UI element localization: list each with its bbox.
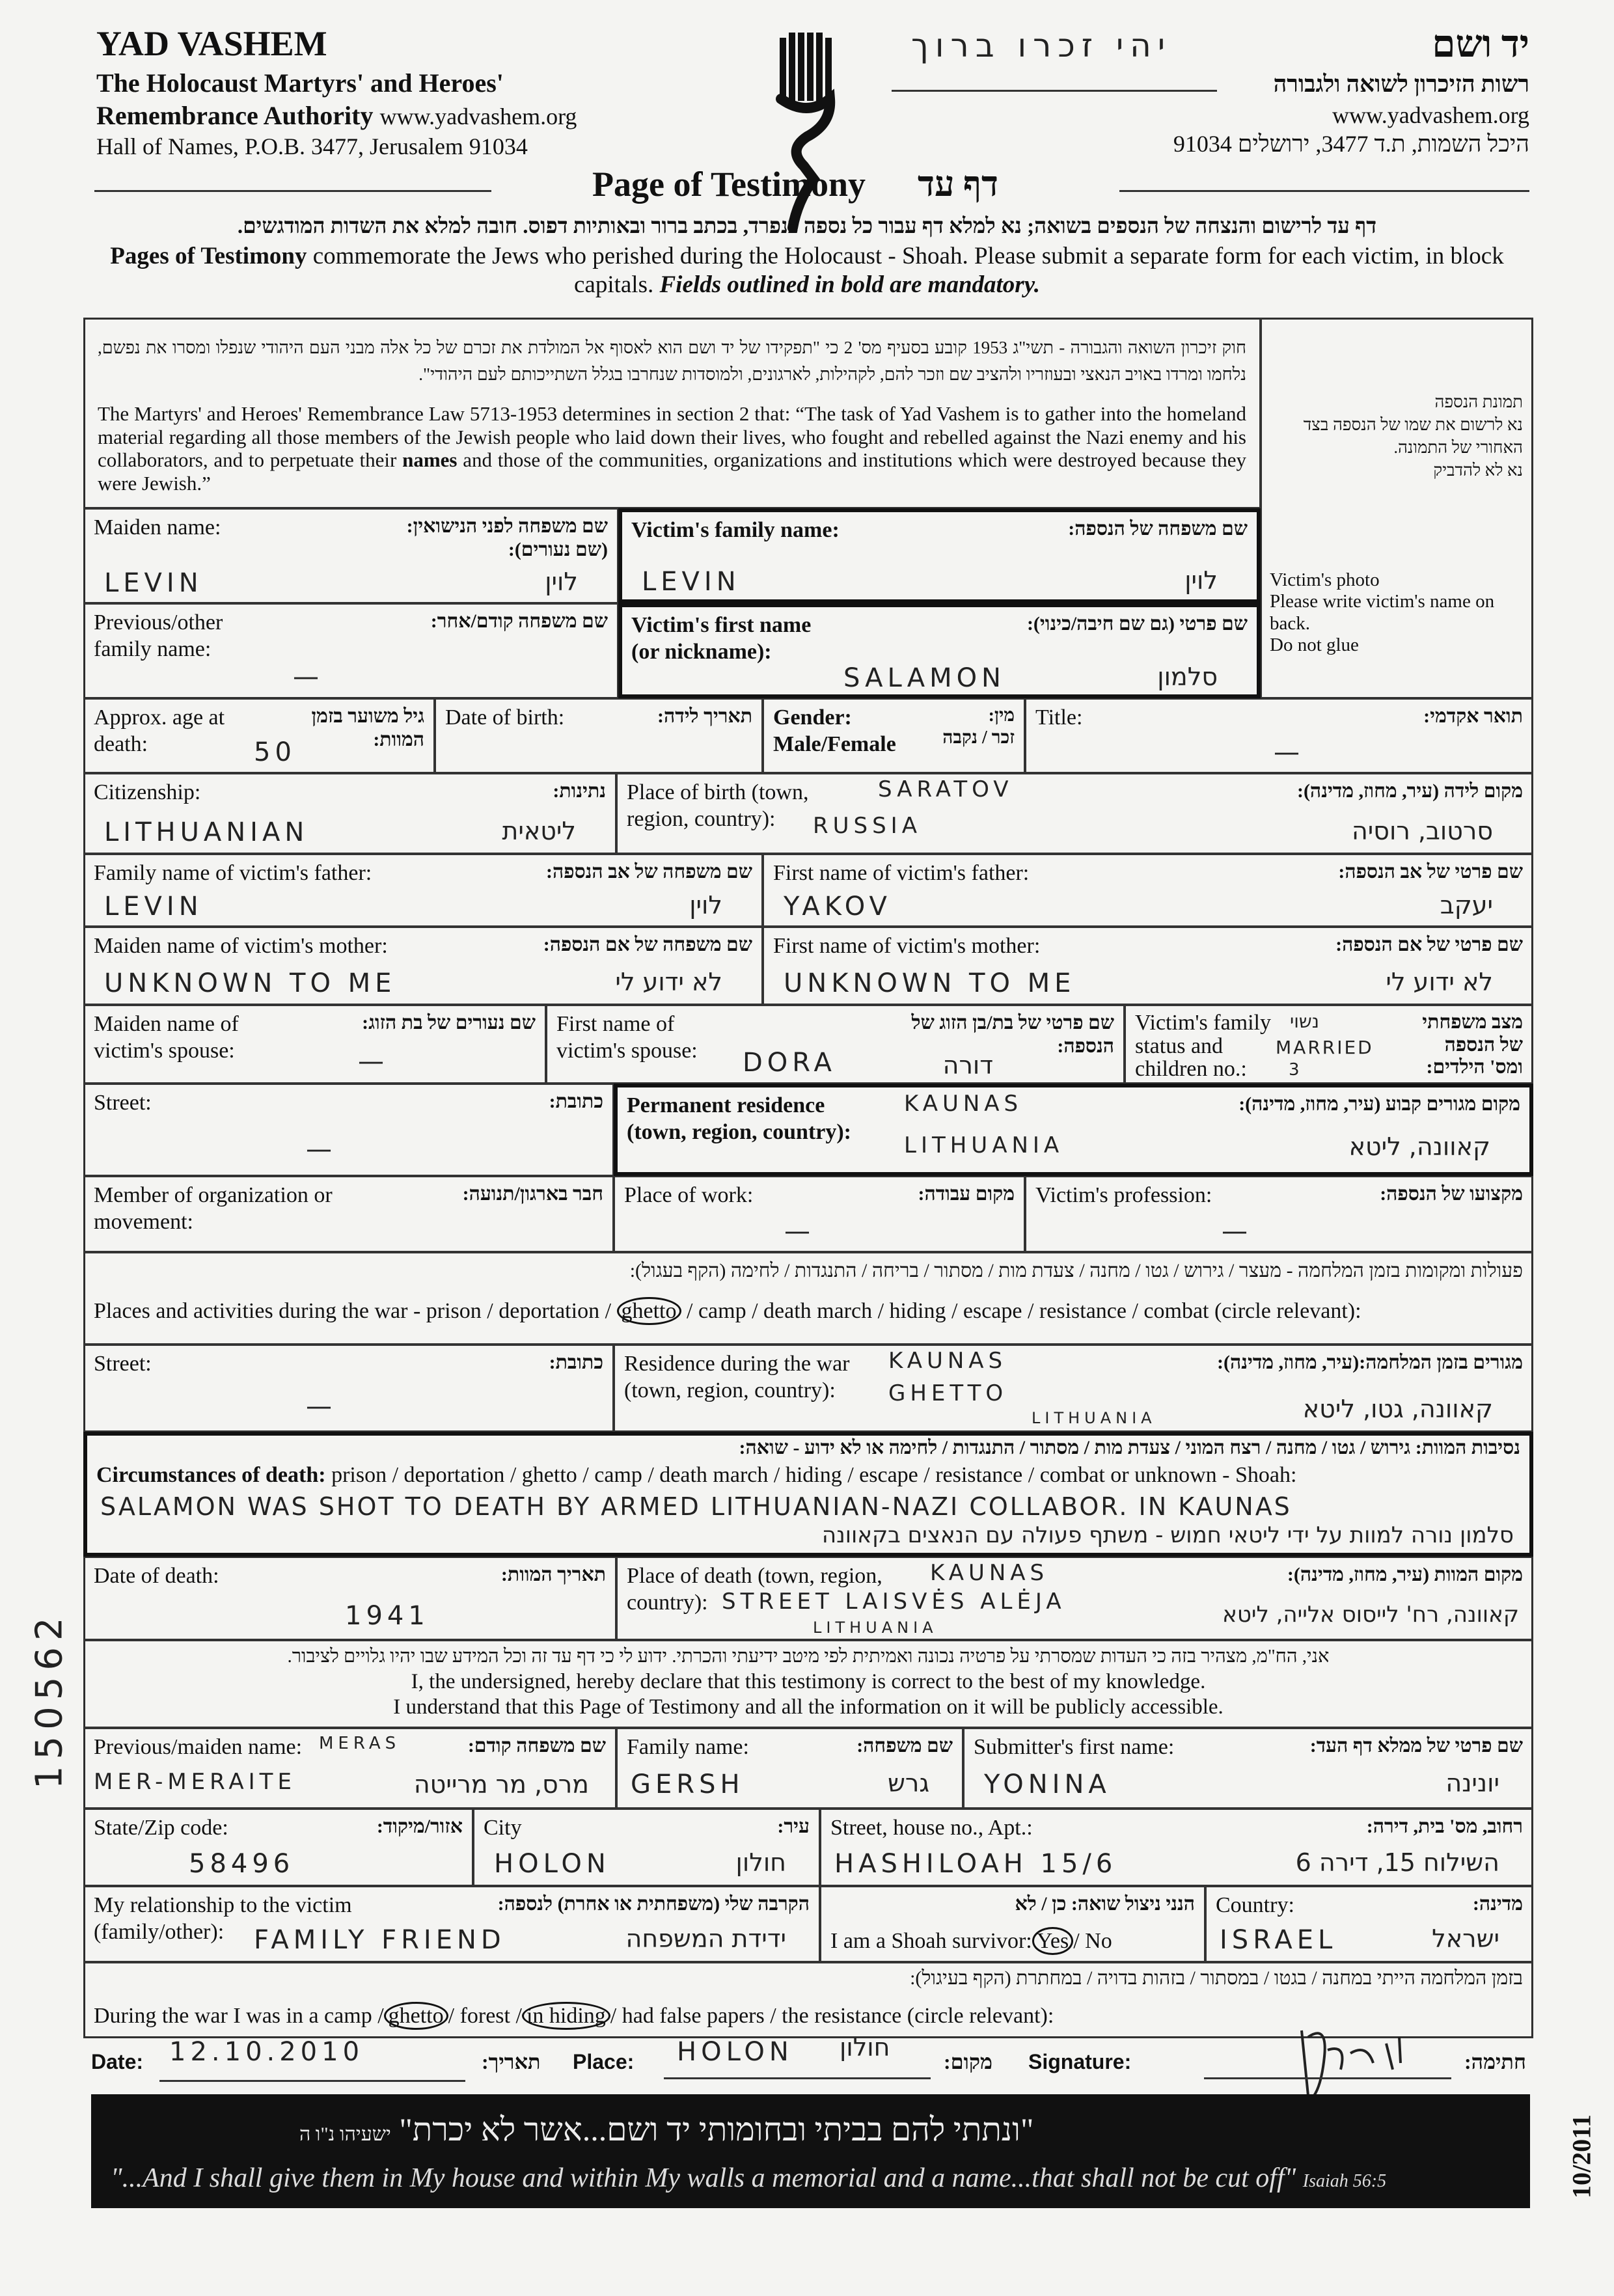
permanent-residence-value-he[interactable]: קאוונה, ליטא — [1348, 1132, 1490, 1161]
title-value[interactable]: — — [1274, 737, 1304, 767]
spouse-maiden-value[interactable]: — — [358, 1046, 389, 1076]
intro-en-text: commemorate the Jews who perished during the Holocaust - Shoah. Please submit a separate form for each victim, in block capitals. — [307, 243, 1504, 299]
citizenship-field[interactable] — [83, 773, 616, 854]
declaration-he: אני, הח"מ, מצהיר בזה כי העדות שמסרתי על פרטיה נכונה ואמיתית לפי מיטב ידיעתי והכרתי. ידוע לי כי דף עד זה וכל המידע שבו יהיו גלויים לציבור. — [287, 1646, 1330, 1667]
signature-line — [1204, 2077, 1451, 2079]
father-family-label-he: שם משפחה של אב הנספה: — [546, 861, 752, 882]
father-first-field[interactable] — [763, 854, 1533, 927]
place-of-death-value-3[interactable]: LITHUANIA — [813, 1619, 938, 1637]
permanent-residence-value-2[interactable]: LITHUANIA — [904, 1132, 1064, 1158]
activities-prefix: Places and activities during the war - prison / deportation / — [94, 1299, 612, 1323]
submitter-prev-field[interactable] — [83, 1728, 616, 1809]
place-of-death-label-he: מקום המוות (עיר, מחוז, מדינה): — [1287, 1564, 1523, 1585]
circumstances-value: SALAMON WAS SHOT TO DEATH BY ARMED LITHUANIAN-NAZI COLLABOR. IN KAUNAS — [100, 1492, 1292, 1521]
submitter-first-label: Submitter's first name: — [974, 1735, 1175, 1759]
submitter-prev-label: Previous/maiden name: — [94, 1735, 303, 1759]
place-of-birth-value-2[interactable]: RUSSIA — [813, 813, 922, 839]
place-of-work-label: Place of work: — [624, 1183, 754, 1207]
circumstances-value-he: סלמון נורה למוות על ידי ליטאי חמוש - משתף פעולה עם הנאצים בקאוונה — [821, 1522, 1514, 1548]
law-text-en-bold: names — [402, 448, 458, 472]
victim-family-name-label: Victim's family name: — [631, 518, 840, 542]
declaration-section — [83, 1640, 1533, 1728]
during-war-hiding-circled[interactable]: in hiding — [522, 2002, 610, 2030]
age-field[interactable] — [83, 698, 435, 773]
street-addr-value-he[interactable]: השילוח 15, דירה 6 — [1295, 1848, 1499, 1877]
street-label: Street: — [94, 1091, 152, 1115]
handwritten-record-id: 150562 — [28, 1611, 71, 1790]
war-residence-label: Residence during the war (town, region, country): — [624, 1352, 850, 1402]
permanent-residence-label: Permanent residence (town, region, country): — [627, 1093, 851, 1144]
previous-name-value[interactable]: — — [293, 662, 323, 692]
law-text-en-start: The Martyrs' and Heroes' Remembrance Law 5713-1953 determines in section 2 that: “The task of Yad Vashem is to gather into the homeland material regarding all those members of the Jewish people who laid down their lives, who fought and rebelled against the Nazi enemy and his collaborators, and to perpetuate their — [98, 402, 1246, 472]
page-title-he: דף עד — [918, 165, 998, 204]
zip-label: State/Zip code: — [94, 1816, 228, 1840]
street-addr-label: Street, house no., Apt.: — [830, 1816, 1033, 1840]
submitter-prev-value[interactable]: MERAS — [319, 1734, 401, 1753]
spouse-maiden-label-he: שם נעורים של בת הזוג: — [362, 1012, 536, 1033]
title-label: Title: — [1035, 705, 1083, 730]
banner-ref-he: ישעיהו נ"ו ה — [299, 2124, 391, 2145]
banner-ref-en: Isaiah 56:5 — [1302, 2171, 1387, 2191]
war-street-field[interactable] — [83, 1345, 614, 1432]
dob-field[interactable] — [435, 698, 763, 773]
org-subtitle-2-row — [96, 100, 577, 131]
submitter-prev-value-he[interactable]: מרס, מר מרייטה — [413, 1770, 589, 1799]
war-residence-value-he[interactable]: קאוונה, גטו, ליטא — [1302, 1395, 1493, 1423]
country-value-he[interactable]: ישראל — [1432, 1924, 1499, 1953]
submitter-prev-value-2[interactable]: MER-MERAITE — [94, 1769, 296, 1795]
survivor-en — [830, 1929, 1112, 1954]
gender-field[interactable] — [763, 698, 1025, 773]
age-value[interactable]: 50 — [254, 737, 296, 767]
mother-maiden-value-he[interactable]: לא ידוע לי — [615, 968, 722, 996]
victim-family-name-field[interactable] — [618, 508, 1261, 603]
citizenship-label: Citizenship: — [94, 780, 201, 804]
family-status-children[interactable]: 3 — [1289, 1060, 1304, 1080]
place-line — [664, 2077, 931, 2079]
circumstances-label-bold: Circumstances of death: — [96, 1463, 326, 1487]
org-address-he: היכל השמות, ת.ד 3477, ירושלים 91034 — [1173, 131, 1529, 157]
maiden-name-label: Maiden name: — [94, 515, 221, 540]
street-value[interactable]: — — [306, 1134, 336, 1164]
city-value[interactable]: HOLON — [494, 1849, 610, 1879]
place-of-death-value-he[interactable]: קאוונה, רח' לייסוס אלייה, ליטא — [1222, 1602, 1519, 1628]
citizenship-label-he: נתינות: — [553, 780, 606, 802]
spouse-maiden-label: Maiden name of victim's spouse: — [94, 1012, 239, 1063]
age-label: Approx. age at death: — [94, 705, 225, 756]
page-title-en: Page of Testimony — [592, 165, 866, 204]
place-of-birth-label-he: מקום לידה (עיר, מחוז, מדינה): — [1296, 780, 1523, 802]
spouse-first-label-he: שם פרטי של בת/בן הזוג של הנספה: — [911, 1012, 1114, 1057]
maiden-name-field[interactable] — [83, 508, 618, 603]
maiden-name-value-he[interactable]: לוין — [545, 567, 578, 596]
previous-name-field[interactable] — [83, 603, 618, 698]
permanent-residence-label-he: מקום מגורים קבוע (עיר, מחוז, מדינה): — [1238, 1093, 1520, 1115]
date-label: Date: — [91, 2050, 144, 2073]
mother-maiden-label: Maiden name of victim's mother: — [94, 934, 388, 958]
war-residence-value-3[interactable]: LITHUANIA — [1032, 1409, 1156, 1427]
victim-photo-area[interactable] — [1261, 318, 1533, 698]
quote-banner — [91, 2094, 1530, 2208]
photo-instructions-he — [1276, 390, 1523, 482]
intro-he: דף עד לרישום והנצחה של הנספים בשואה; נא למלא דף עבור כל נספה בנפרד, בכתב ברור ובאותיות דפוס. חובה למלא את השדות המודגשים. — [237, 215, 1377, 238]
profession-label: Victim's profession: — [1035, 1183, 1212, 1207]
place-of-death-value[interactable]: KAUNAS — [930, 1560, 1049, 1586]
family-status-label: Victim's family status and children no.: — [1135, 1011, 1271, 1082]
intro-en-bold: Pages of Testimony — [110, 243, 307, 269]
spouse-maiden-field[interactable] — [83, 1005, 546, 1084]
family-status-label-he: מצב משפחתי של הנספה ומס' הילדים: — [1422, 1011, 1523, 1078]
dob-label: Date of birth: — [445, 705, 565, 730]
profession-label-he: מקצועו של הנספה: — [1380, 1183, 1523, 1205]
submitter-first-field[interactable] — [963, 1728, 1533, 1809]
victim-first-name-label-he: שם פרטי (גם שם חיבה/כינוי): — [1026, 613, 1248, 635]
member-org-field[interactable] — [83, 1176, 614, 1252]
street-addr-value[interactable]: HASHILOAH 15/6 — [834, 1849, 1117, 1879]
country-label: Country: — [1216, 1893, 1294, 1917]
zip-label-he: אזור/מיקוד: — [376, 1816, 463, 1837]
banner-en-row — [111, 2162, 1386, 2194]
previous-name-label: Previous/other family name: — [94, 610, 223, 661]
date-line — [159, 2080, 465, 2082]
victim-first-name-label: Victim's first name (or nickname): — [631, 613, 812, 664]
profession-field[interactable] — [1025, 1176, 1533, 1252]
org-url-he[interactable]: www.yadvashem.org — [1332, 102, 1529, 128]
family-status-value[interactable]: MARRIED — [1276, 1037, 1374, 1058]
victim-first-name-value[interactable]: SALAMON — [843, 663, 1005, 693]
survivor-no[interactable]: / No — [1073, 1929, 1112, 1953]
maiden-name-label-he: שם משפחה לפני הנישואין: (שם נעורים): — [406, 515, 608, 560]
during-war-ghetto-circled[interactable]: ghetto — [384, 2002, 448, 2030]
victim-family-name-label-he: שם משפחה של הנספה: — [1068, 518, 1248, 540]
relationship-label: My relationship to the victim (family/other): — [94, 1893, 352, 1944]
org-subtitle-he: רשות הזיכרון לשואה ולגבורה — [1273, 71, 1529, 97]
org-address: Hall of Names, P.O.B. 3477, Jerusalem 91034 — [96, 133, 528, 159]
victim-family-name-value-he[interactable]: לוין — [1184, 566, 1218, 595]
date-value[interactable]: 12.10.2010 — [169, 2037, 364, 2067]
gender-label: Gender: Male/Female — [773, 705, 896, 756]
submitter-family-value[interactable]: GERSH — [631, 1770, 745, 1799]
intro-en-mandatory: Fields outlined in bold are mandatory. — [659, 271, 1041, 299]
banner-quote-en: "...And I shall give them in My house and within My walls a memorial and a name...that shall not be cut off" — [111, 2163, 1296, 2193]
spouse-first-field[interactable] — [546, 1005, 1125, 1084]
submitter-family-label: Family name: — [627, 1735, 749, 1759]
zip-field[interactable] — [83, 1809, 473, 1886]
war-residence-value[interactable]: KAUNAS — [888, 1348, 1007, 1374]
zip-value[interactable]: 58496 — [189, 1849, 295, 1879]
street-label-he: כתובת: — [549, 1091, 603, 1112]
place-of-birth-value-he[interactable]: סרטוב, רוסיה — [1351, 817, 1493, 845]
photo-he-3: נא לא להדביק — [1433, 461, 1523, 480]
place-of-work-label-he: מקום עבודה: — [918, 1183, 1015, 1205]
war-residence-label-he: מגורים בזמן המלחמה:(עיר, מחוז, מדינה): — [1216, 1352, 1523, 1373]
submitter-family-field[interactable] — [616, 1728, 963, 1809]
father-family-value[interactable]: LEVIN — [104, 892, 203, 922]
street-addr-field[interactable] — [820, 1809, 1533, 1886]
date-of-death-label: Date of death: — [94, 1564, 219, 1588]
citizenship-value-he[interactable]: ליטאית — [502, 817, 576, 845]
father-family-label: Family name of victim's father: — [94, 861, 372, 885]
place-of-birth-field[interactable] — [616, 773, 1533, 854]
submitter-first-value-he[interactable]: יונינה — [1445, 1769, 1499, 1797]
title-label-he: תואר אקדמי: — [1423, 705, 1523, 727]
handwritten-underline — [892, 90, 1217, 92]
submitter-family-label-he: שם משפחה: — [856, 1735, 953, 1756]
gender-label-he: מין: זכר / נקבה — [942, 705, 1015, 748]
spouse-first-label: First name of victim's spouse: — [556, 1012, 698, 1063]
place-of-work-field[interactable] — [614, 1176, 1025, 1252]
profession-value[interactable]: — — [1222, 1216, 1252, 1246]
signature-label: Signature: — [1028, 2050, 1132, 2073]
date-of-death-label-he: תאריך המוות: — [500, 1564, 606, 1585]
victim-family-name-value[interactable]: LEVIN — [642, 567, 741, 597]
street-addr-label-he: רחוב, מס' בית, דירה: — [1366, 1816, 1523, 1837]
place-of-work-value[interactable]: — — [784, 1216, 815, 1246]
victim-first-name-field[interactable] — [618, 603, 1261, 698]
activities-en — [94, 1299, 1361, 1324]
country-label-he: מדינה: — [1472, 1893, 1523, 1915]
maiden-name-value[interactable]: LEVIN — [104, 568, 203, 598]
circumstances-options: prison / deportation / ghetto / camp / death march / hiding / escape / resistance / combat or unknown - Shoah: — [325, 1463, 1297, 1487]
place-of-birth-label: Place of birth (town, region, country): — [627, 780, 809, 831]
activity-option-ghetto-circled[interactable]: ghetto — [617, 1297, 681, 1325]
spouse-first-value[interactable]: DORA — [743, 1048, 836, 1078]
city-label: City — [484, 1816, 522, 1840]
member-org-label: Member of organization or movement: — [94, 1183, 333, 1234]
banner-he-row — [299, 2110, 1033, 2149]
activities-suffix: / camp / death march / hiding / escape / resistance / combat (circle relevant): — [687, 1299, 1361, 1323]
during-war-p2: / forest / — [448, 2004, 522, 2028]
father-first-label: First name of victim's father: — [773, 861, 1030, 885]
mother-maiden-label-he: שם משפחה של אם הנספה: — [543, 934, 752, 955]
relationship-value-he[interactable]: ידידת המשפחה — [625, 1924, 786, 1953]
form-version: 10/2011 — [1566, 2114, 1596, 2198]
photo-he-1: תמונת הנספה — [1434, 392, 1523, 411]
during-war-p1: During the war I was in a camp / — [94, 2004, 384, 2028]
mother-maiden-field[interactable] — [83, 927, 763, 1005]
family-status-value-he[interactable]: נשוי — [1290, 1011, 1319, 1032]
place-he: מקום: — [944, 2050, 992, 2073]
city-field[interactable] — [473, 1809, 820, 1886]
mother-first-label-he: שם פרטי של אם הנספה: — [1335, 934, 1523, 955]
during-war-en — [94, 2004, 1054, 2029]
mother-maiden-value[interactable]: UNKNOWN TO ME — [104, 968, 396, 998]
war-street-label-he: כתובת: — [549, 1352, 603, 1373]
circumstances-label — [96, 1463, 1296, 1488]
father-family-value-he[interactable]: לוין — [689, 891, 722, 920]
submitter-prev-label-he: שם משפחה קודם: — [467, 1735, 606, 1756]
relationship-label-he: הקרבה שלי (משפחתית או אחרת) לנספה: — [497, 1893, 810, 1915]
handwritten-memorial-note: יהי זכרו ברוך — [911, 27, 1172, 64]
place-of-death-value-2[interactable]: STREET LAISVĖS ALĖJA — [722, 1589, 1066, 1615]
spouse-first-value-he[interactable]: דורה — [942, 1051, 993, 1080]
citizenship-value[interactable]: LITHUANIAN — [104, 817, 309, 847]
place-of-birth-value[interactable]: SARATOV — [878, 776, 1013, 802]
mother-first-label: First name of victim's mother: — [773, 934, 1041, 958]
submitter-first-value[interactable]: YONINA — [984, 1770, 1111, 1799]
country-field[interactable] — [1205, 1886, 1533, 1962]
city-label-he: עיר: — [777, 1816, 810, 1837]
submitter-first-label-he: שם פרטי של ממלא דף העד: — [1309, 1735, 1523, 1756]
org-subtitle-1: The Holocaust Martyrs' and Heroes' — [96, 68, 504, 98]
previous-name-label-he: שם משפחה קודם/אחר: — [430, 610, 608, 632]
places-activities-section — [83, 1252, 1533, 1345]
mother-first-value-he[interactable]: לא ידוע לי — [1386, 968, 1493, 996]
place-value-he: חולון — [840, 2033, 890, 2062]
place-label: Place: — [573, 2050, 635, 2073]
declaration-en-2: I understand that this Page of Testimony and all the information on it will be publicly accessible. — [393, 1695, 1224, 1719]
org-url[interactable]: www.yadvashem.org — [379, 103, 577, 130]
place-of-death-label: Place of death (town, region, country): — [627, 1564, 882, 1615]
family-status-field[interactable] — [1125, 1005, 1533, 1084]
permanent-residence-field[interactable] — [614, 1084, 1533, 1176]
title-field[interactable] — [1025, 698, 1533, 773]
war-street-label: Street: — [94, 1352, 152, 1376]
title-rule-right — [1119, 190, 1529, 192]
submitter-family-value-he[interactable]: גרש — [887, 1769, 929, 1797]
org-name-en: YAD VASHEM — [96, 24, 327, 63]
banner-quote-he: "ונתתי להם בביתי ובחומותי יד ושם...אשר לא יכרת" — [399, 2111, 1034, 2148]
father-family-field[interactable] — [83, 854, 763, 927]
declaration-en-1: I, the undersigned, hereby declare that this testimony is correct to the best of my knowledge. — [411, 1669, 1206, 1693]
permanent-residence-value[interactable]: KAUNAS — [904, 1091, 1023, 1117]
war-residence-value-2[interactable]: GHETTO — [888, 1380, 1008, 1406]
photo-he-2: נא לרשום את שמו של הנספה בצד האחורי של התמונה. — [1303, 415, 1523, 458]
dob-label-he: תאריך לידה: — [657, 705, 752, 727]
title-rule-left — [94, 190, 491, 192]
country-value[interactable]: ISRAEL — [1220, 1925, 1337, 1955]
date-of-death-field[interactable] — [83, 1557, 616, 1640]
signature-he: חתימה: — [1464, 2050, 1526, 2073]
org-name-he: יד ושם — [1432, 23, 1529, 65]
city-value-he[interactable]: חולון — [735, 1848, 786, 1877]
place-of-death-field[interactable] — [616, 1557, 1533, 1640]
age-label-he: גיל משוער בזמן המוות: — [311, 705, 424, 750]
date-of-death-value[interactable]: 1941 — [345, 1601, 430, 1631]
law-section — [83, 318, 1261, 508]
survivor-yes-circled[interactable]: Yes — [1032, 1927, 1073, 1955]
intro-en — [98, 242, 1516, 300]
shoah-survivor-field[interactable] — [820, 1886, 1205, 1962]
circumstances-of-death-section[interactable] — [83, 1432, 1533, 1557]
during-war-he: בזמן המלחמה הייתי במחנה / בגטו / במסתור / בזהות בדויה / במחתרת (הקף בעיגול): — [910, 1967, 1523, 1989]
father-first-value[interactable]: YAKOV — [784, 892, 892, 922]
mother-first-value[interactable]: UNKNOWN TO ME — [784, 968, 1076, 998]
activities-he: פעולות ומקומות בזמן המלחמה - מעצר / גירוש / גטו / מחנה / צעדת מות / מסתור / בריחה / התנגדות / לחימה (הקף בעגול): — [629, 1260, 1523, 1281]
law-text-en-end: and those of the communities, organizations and institutions which were destroyed because they were Jewish.” — [98, 448, 1246, 495]
father-first-label-he: שם פרטי של אב הנספה: — [1338, 861, 1523, 882]
law-text-he: חוק זיכרון השואה והגבורה - תשי"ג 1953 קובע בסעיף מס' 2 כי "תפקידו של יד ושם הוא לאסוף אל המולדת את זכרם של כל אלה מבני העם היהודי שנפלו ומסרו את נפשם, נלחמו ומרדו באויב הנאצי ובעוזריו ולהציב שם וזכר להם, לקהילות, לארגונים, ולמוסדות שנחרבו בגלל השתייכותם לעם היהודי". — [98, 338, 1246, 384]
father-first-value-he[interactable]: יעקב — [1440, 891, 1493, 920]
circumstances-he: נסיבות המוות: גירוש / גטו / מחנה / רצח המוני / צעדת מות / מסתור / התנגדות / לחימה או לא ידוע - שואה: — [739, 1437, 1520, 1458]
member-org-label-he: חבר בארגון/תנועה: — [462, 1183, 603, 1205]
war-street-value[interactable]: — — [306, 1391, 336, 1421]
date-he: תאריך: — [482, 2050, 541, 2073]
photo-instructions-en: Victim's photo Please write victim's name on back. Do not glue — [1270, 569, 1495, 656]
relationship-field[interactable] — [83, 1886, 820, 1962]
street-field[interactable] — [83, 1084, 614, 1176]
during-war-p3: / had false papers / the resistance (circle relevant): — [610, 2004, 1054, 2028]
victim-first-name-value-he[interactable]: סלמון — [1157, 663, 1218, 691]
place-value[interactable]: HOLON — [677, 2037, 793, 2067]
war-residence-field[interactable] — [614, 1345, 1533, 1432]
survivor-label: I am a Shoah survivor: — [830, 1929, 1032, 1953]
survivor-he: הנני ניצול שואה: כן / לא — [1015, 1893, 1195, 1915]
org-subtitle-2: Remembrance Authority — [96, 101, 374, 130]
law-text-en — [98, 402, 1246, 495]
mother-first-field[interactable] — [763, 927, 1533, 1005]
relationship-value[interactable]: FAMILY FRIEND — [254, 1925, 506, 1955]
